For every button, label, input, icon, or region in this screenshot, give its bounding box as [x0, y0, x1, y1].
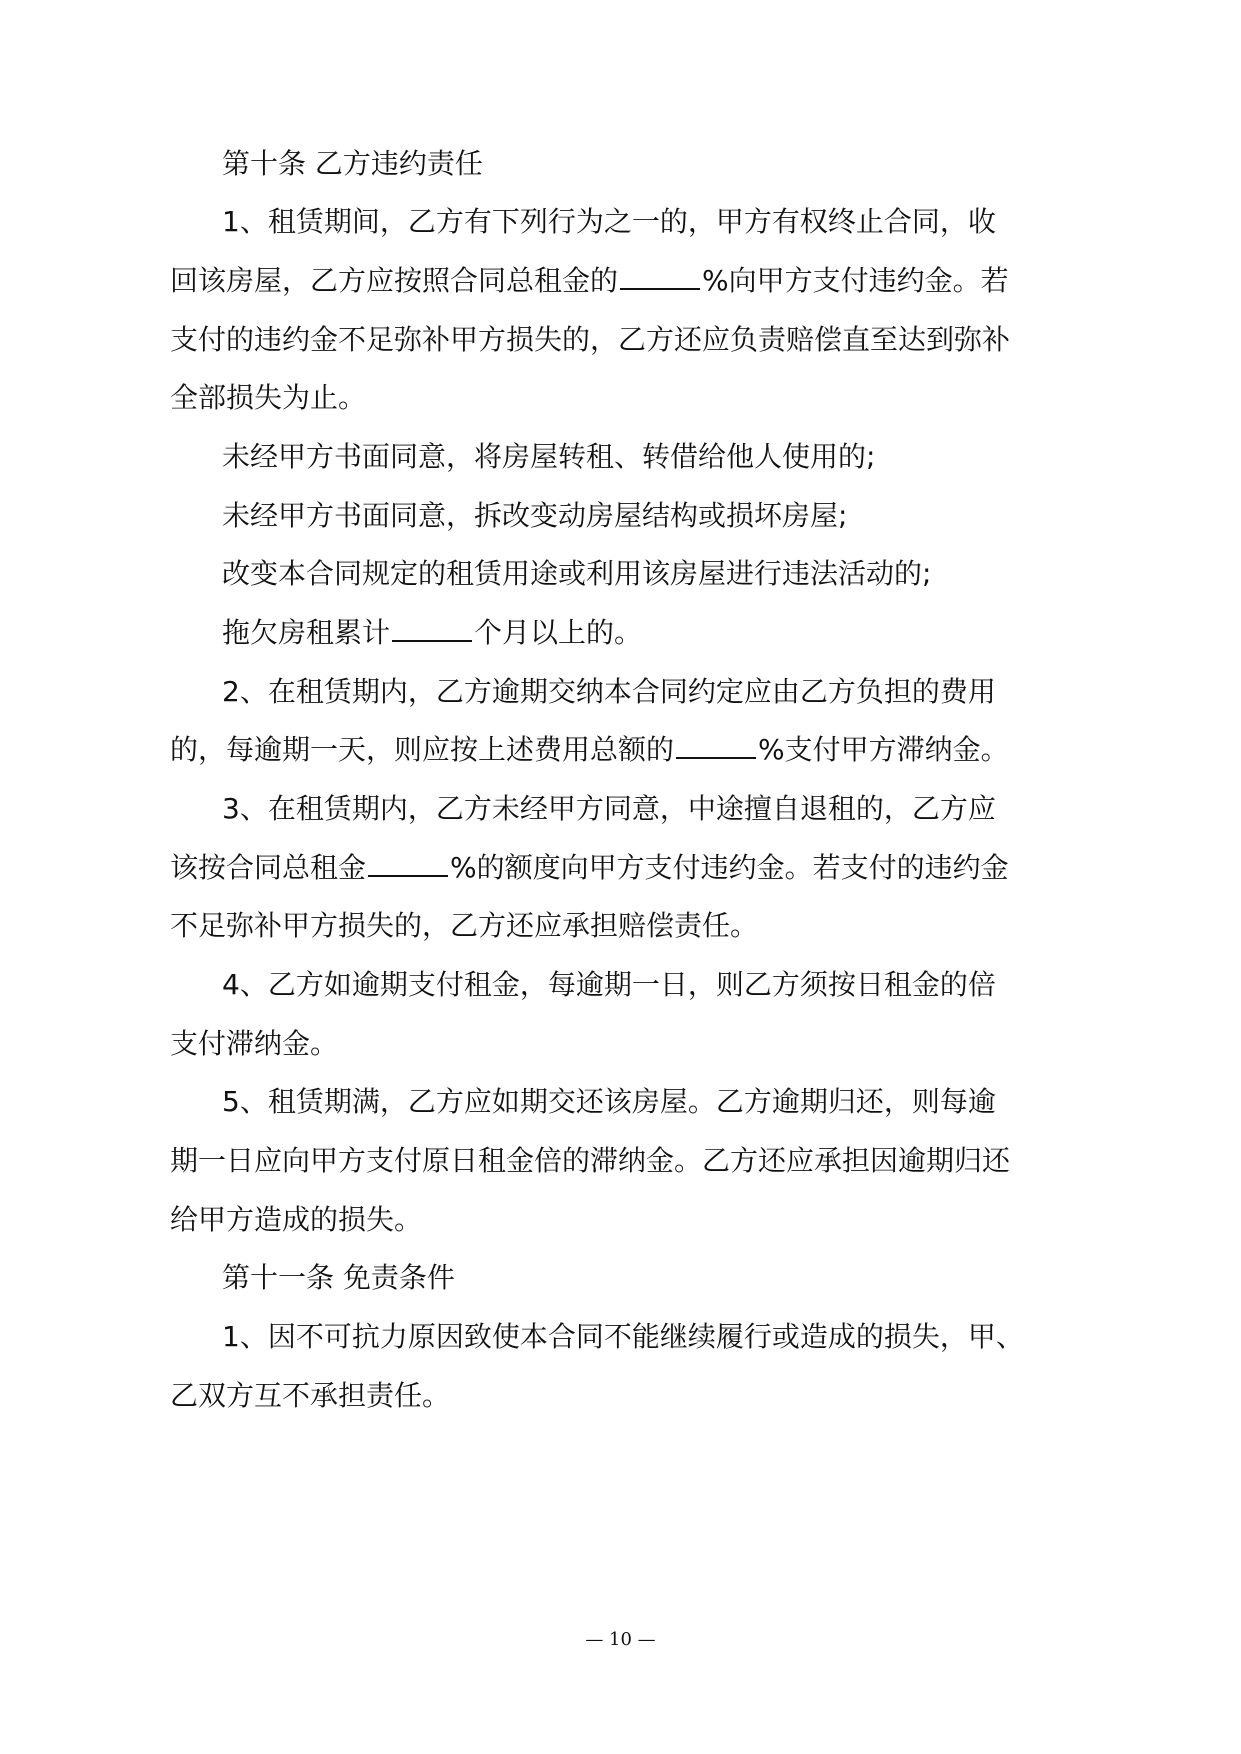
item-3-line-2-post: %的额度向甲方支付违约金。若支付的违约金: [450, 851, 1009, 884]
item-1-line-4: 全部损失为止。: [170, 381, 367, 414]
item-5-line-1: 5、租赁期满，乙方应如期交还该房屋。乙方逾期归还，则每逾: [222, 1085, 996, 1118]
item-2-line-1: 2、在租赁期内，乙方逾期交纳本合同约定应由乙方负担的费用: [222, 675, 996, 708]
condition-2: 未经甲方书面同意，拆改变动房屋结构或损坏房屋;: [222, 499, 848, 532]
blank-field: [368, 851, 448, 877]
item-3-line-3: 不足弥补甲方损失的，乙方还应承担赔偿责任。: [170, 909, 759, 942]
article-11-heading: 第十一条 免责条件: [222, 1261, 455, 1294]
item-2-line-2-post: %支付甲方滞纳金。: [758, 733, 1009, 766]
page-number: — 10 —: [585, 1629, 656, 1650]
item-2-line-2-pre: 的，每逾期一天，则应按上述费用总额的: [170, 733, 675, 766]
condition-3: 改变本合同规定的租赁用途或利用该房屋进行违法活动的;: [222, 557, 932, 590]
item-2-line-2: [170, 730, 1009, 770]
item-11-1-line-2: 乙双方互不承担责任。: [170, 1379, 451, 1412]
condition-4: [222, 613, 642, 653]
item-5-line-3: 给甲方造成的损失。: [170, 1203, 423, 1236]
item-1-line-3: 支付的违约金不足弥补甲方损失的，乙方还应负责赔偿直至达到弥补: [170, 323, 1011, 356]
condition-4-post: 个月以上的。: [474, 616, 643, 649]
condition-4-pre: 拖欠房租累计: [222, 616, 391, 649]
item-1-line-1: 1、租赁期间，乙方有下列行为之一的，甲方有权终止合同，收: [222, 205, 996, 238]
item-3-line-2-pre: 该按合同总租金: [170, 851, 367, 884]
item-5-line-2: 期一日应向甲方支付原日租金倍的滞纳金。乙方还应承担因逾期归还: [170, 1144, 1011, 1177]
item-3-line-2: [170, 848, 1009, 888]
item-1-line-2: [170, 261, 1009, 301]
condition-1: 未经甲方书面同意，将房屋转租、转借给他人使用的;: [222, 440, 876, 473]
blank-field: [392, 616, 472, 642]
article-10-heading: 第十条 乙方违约责任: [222, 147, 483, 180]
blank-field: [620, 264, 700, 290]
item-4-line-2: 支付滞纳金。: [170, 1027, 339, 1060]
item-11-1-line-1: 1、因不可抗力原因致使本合同不能继续履行或造成的损失，甲、: [222, 1320, 1024, 1353]
item-1-line-2-pre: 回该房屋，乙方应按照合同总租金的: [170, 264, 619, 297]
item-1-line-2-post: %向甲方支付违约金。若: [702, 264, 1009, 297]
item-4-line-1: 4、乙方如逾期支付租金，每逾期一日，则乙方须按日租金的倍: [222, 968, 996, 1001]
blank-field: [676, 733, 756, 759]
item-3-line-1: 3、在租赁期内，乙方未经甲方同意，中途擅自退租的，乙方应: [222, 792, 996, 825]
